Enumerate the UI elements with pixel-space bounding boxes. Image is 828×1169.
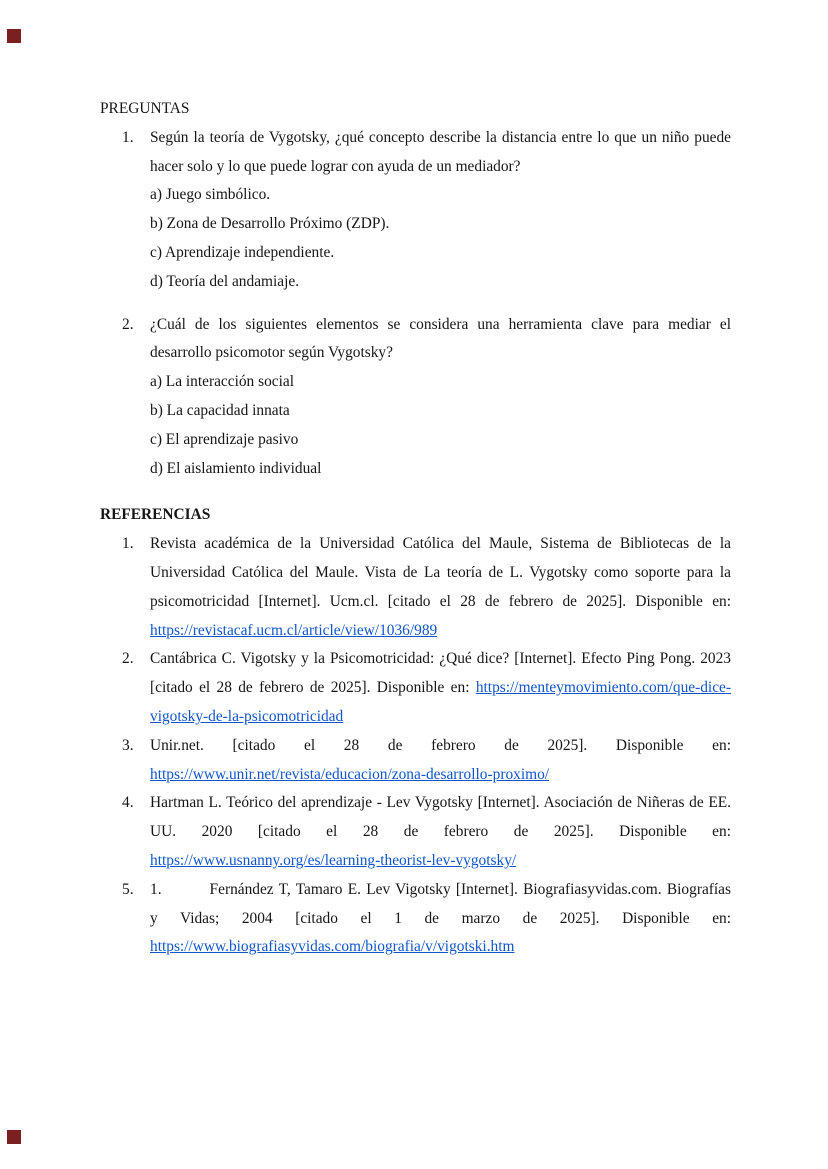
question-body bbox=[150, 124, 731, 297]
page-marker-bottom-icon bbox=[7, 1130, 21, 1144]
reference-item bbox=[122, 732, 731, 790]
question-options bbox=[150, 181, 731, 296]
question-options bbox=[150, 368, 731, 483]
reference-number: 4. bbox=[122, 794, 134, 812]
reference-text: Revista académica de la Universidad Católica del Maule, Sistema de Bibliotecas de la Universidad Católica del Maule. Vista de La teoría de L. Vygotsky como soporte para la psicomotricidad [Internet]. Ucm.cl. [citado el 28 de febrero de 2025]. Disponible en: bbox=[150, 535, 731, 610]
reference-text: Cantábrica C. Vigotsky y la Psicomotricidad: ¿Qué dice? [Internet]. Efecto Ping Pong. 2023 [citado el 28 de febrero de 2025]. Disponible en: bbox=[150, 650, 731, 697]
question-option: d) El aislamiento individual bbox=[150, 459, 322, 477]
reference-number: 1. bbox=[122, 535, 134, 553]
question-body bbox=[150, 311, 731, 484]
referencias-heading: REFERENCIAS bbox=[100, 506, 211, 524]
reference-body bbox=[150, 732, 731, 790]
question-text: ¿Cuál de los siguientes elementos se considera una herramienta clave para mediar el desarrollo psicomotor según Vygotsky? bbox=[150, 315, 731, 362]
reference-subnumber: 1. bbox=[150, 880, 162, 898]
reference-link[interactable]: https://revistacaf.ucm.cl/article/view/1036/989 bbox=[150, 621, 438, 639]
reference-link[interactable]: https://www.unir.net/revista/educacion/zona-desarrollo-proximo/ bbox=[150, 765, 550, 783]
reference-text: Fernández T, Tamaro E. Lev Vigotsky [Internet]. Biografiasyvidas.com. Biografías y Vidas; 2004 [citado el 1 de marzo de 2025]. Disponible en: bbox=[150, 880, 731, 927]
reference-number: 3. bbox=[122, 736, 134, 754]
reference-link[interactable]: https://www.biografiasyvidas.com/biografia/v/vigotski.htm bbox=[150, 938, 515, 956]
reference-text: Hartman L. Teórico del aprendizaje - Lev Vygotsky [Internet]. Asociación de Niñeras de EE. UU. 2020 [citado el 28 de febrero de 2025]. Disponible en: bbox=[150, 794, 731, 841]
question-option: b) La capacidad innata bbox=[150, 401, 290, 419]
question-option: c) El aprendizaje pasivo bbox=[150, 430, 299, 448]
reference-link[interactable]: https://menteymovimiento.com/que-dice-vigotsky-de-la-psicomotricidad bbox=[150, 679, 731, 725]
reference-body bbox=[150, 645, 731, 731]
reference-body bbox=[150, 789, 731, 875]
reference-item bbox=[122, 645, 731, 731]
reference-item bbox=[122, 530, 731, 645]
question-option: a) La interacción social bbox=[150, 373, 294, 391]
reference-item bbox=[122, 789, 731, 875]
question-option: c) Aprendizaje independiente. bbox=[150, 243, 335, 261]
question-text: Según la teoría de Vygotsky, ¿qué concepto describe la distancia entre lo que un niño puede hacer solo y lo que puede lograr con ayuda de un mediador? bbox=[150, 128, 731, 175]
references-list bbox=[100, 530, 731, 962]
question-option: b) Zona de Desarrollo Próximo (ZDP). bbox=[150, 215, 390, 233]
reference-link[interactable]: https://www.usnanny.org/es/learning-theorist-lev-vygotsky/ bbox=[150, 851, 517, 869]
reference-item bbox=[122, 876, 731, 962]
questions-list bbox=[100, 124, 731, 484]
page-marker-top-icon bbox=[7, 29, 21, 43]
question-option: a) Juego simbólico. bbox=[150, 186, 271, 204]
question-number: 1. bbox=[122, 128, 134, 146]
reference-body bbox=[150, 876, 731, 962]
reference-number: 5. bbox=[122, 880, 134, 898]
question-number: 2. bbox=[122, 315, 134, 333]
question-item bbox=[122, 311, 731, 484]
reference-text: Unir.net. [citado el 28 de febrero de 2025]. Disponible en: bbox=[150, 736, 731, 754]
question-item bbox=[122, 124, 731, 297]
reference-number: 2. bbox=[122, 650, 134, 668]
question-option: d) Teoría del andamiaje. bbox=[150, 272, 300, 290]
reference-body bbox=[150, 530, 731, 645]
preguntas-heading: PREGUNTAS bbox=[100, 100, 190, 117]
